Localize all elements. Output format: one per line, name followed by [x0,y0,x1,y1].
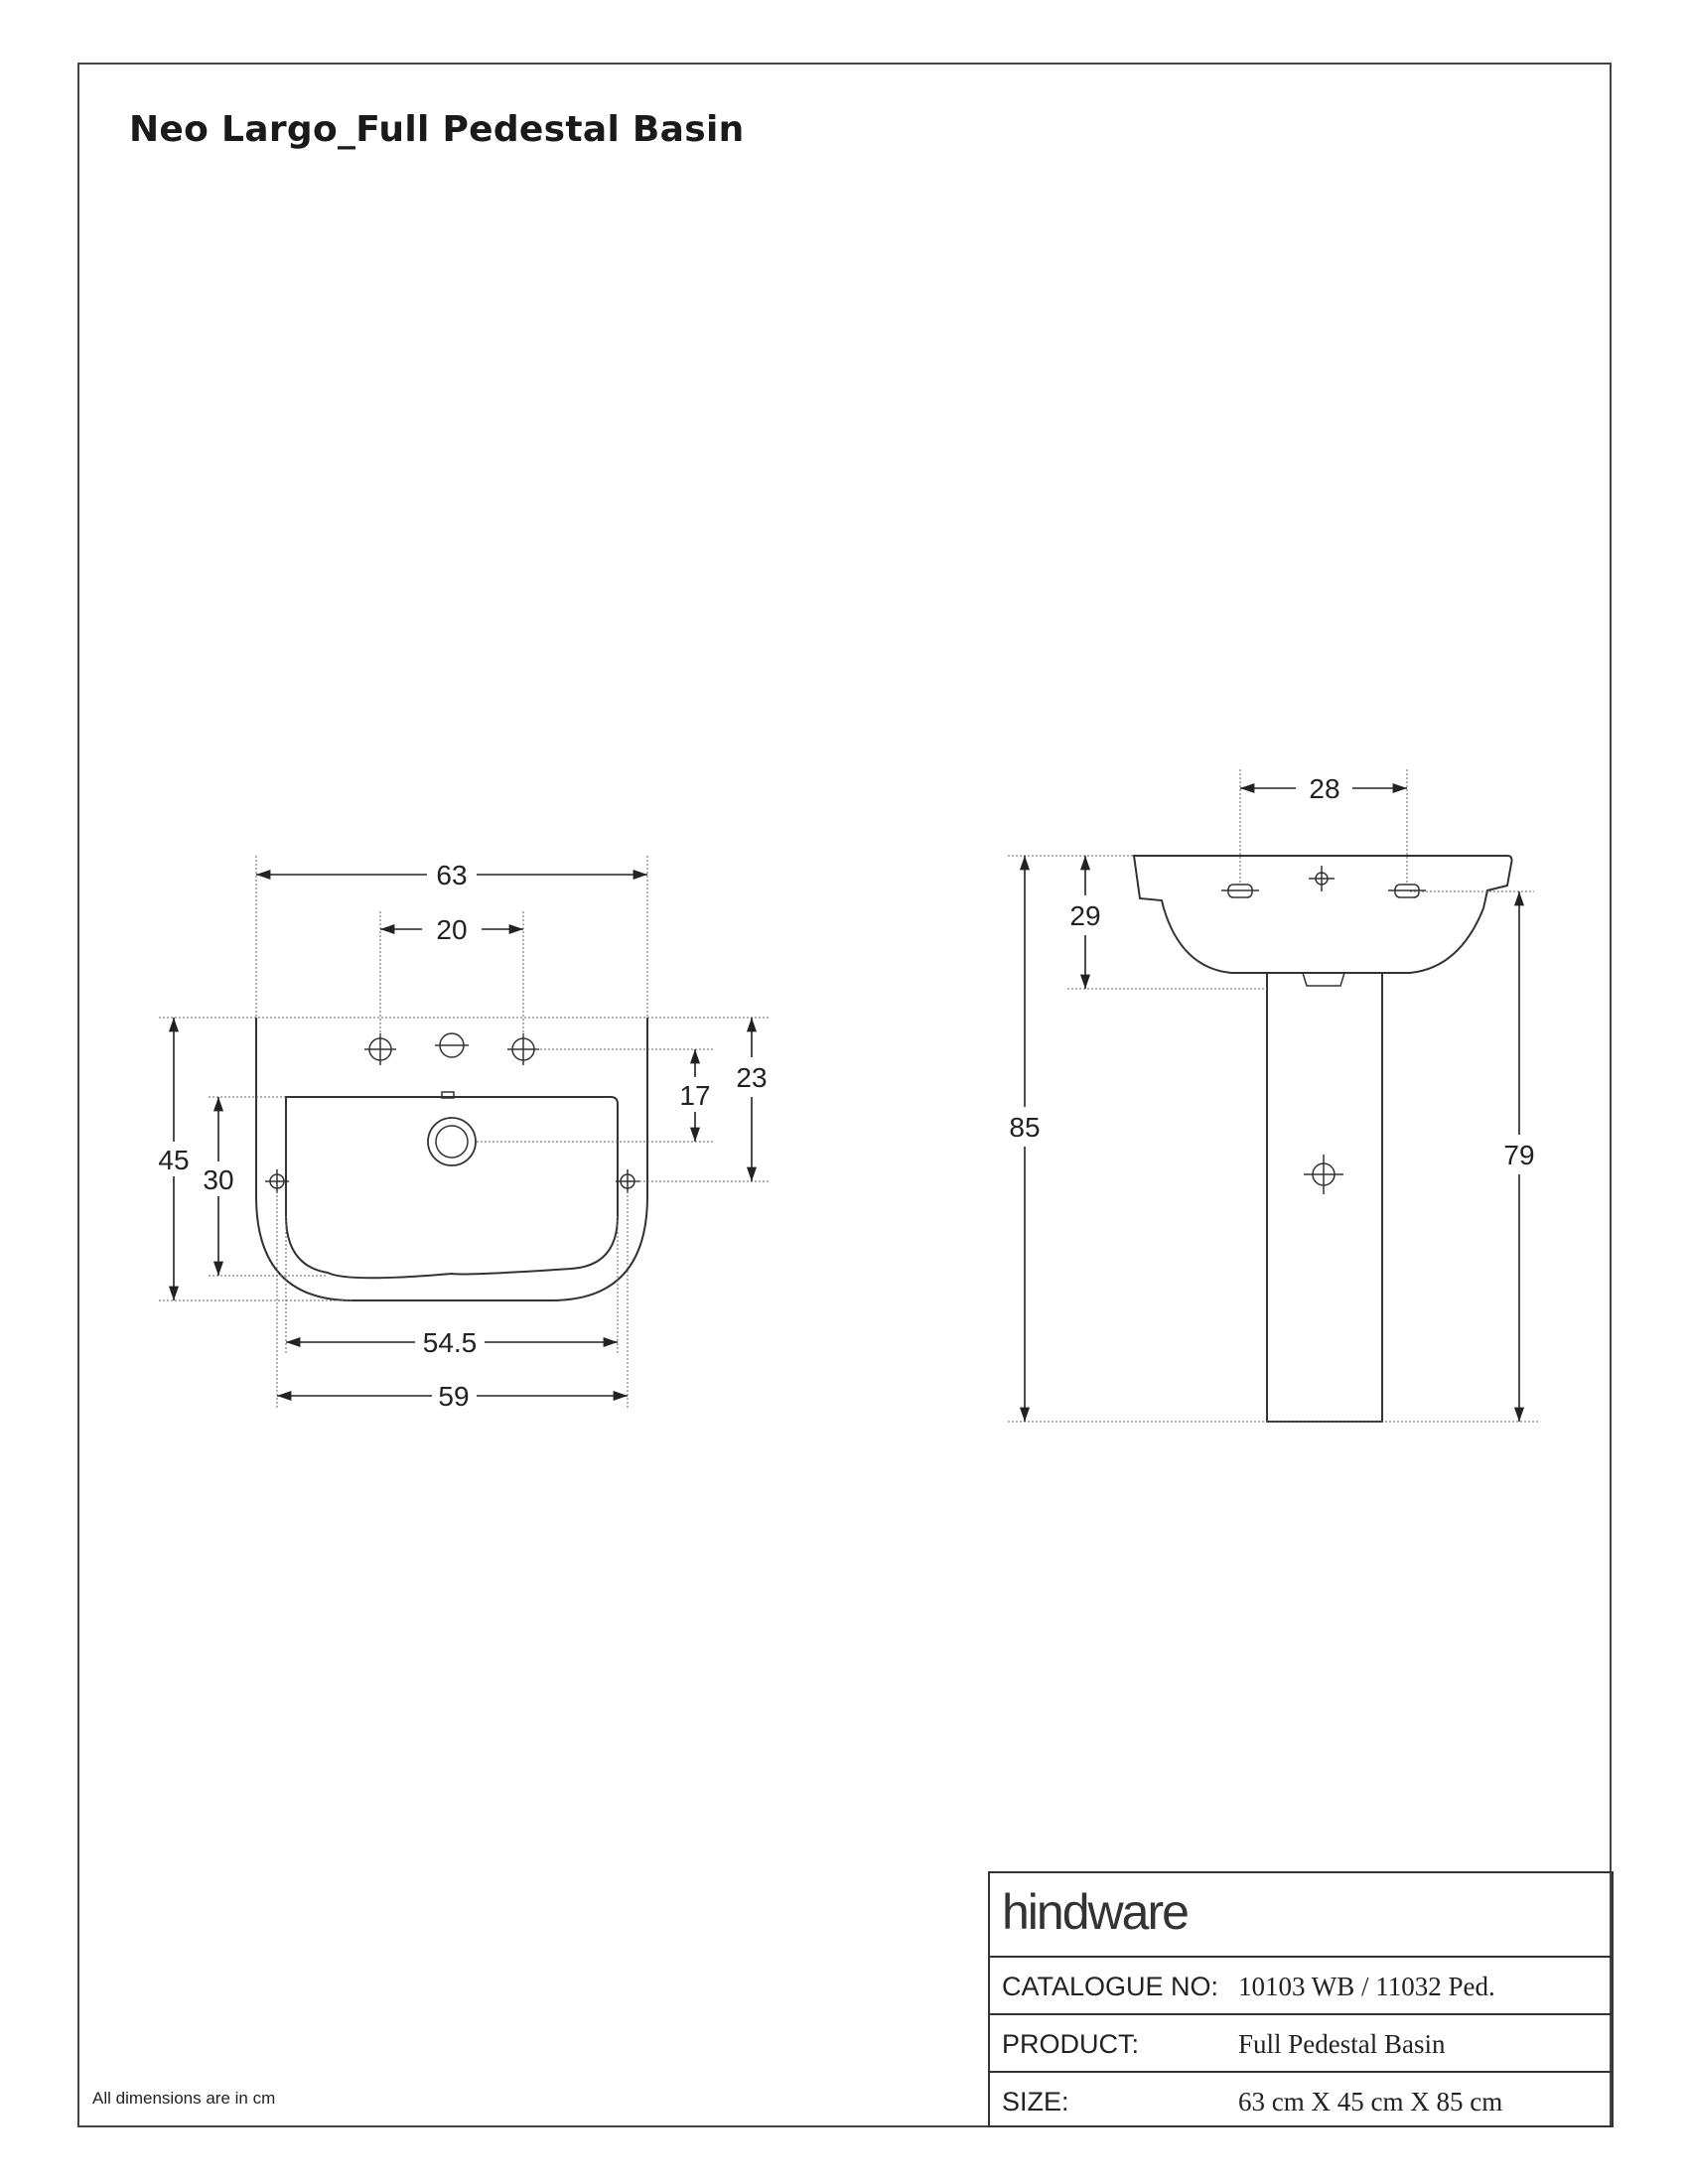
dimensions-note: All dimensions are in cm [92,2089,276,2108]
waste-outlet [428,1118,476,1165]
fixing-holes [265,1169,639,1193]
dim-rim-height: 79 [1503,1140,1535,1170]
size-value: 63 cm X 45 cm X 85 cm [1238,2087,1503,2116]
title-block [988,1871,1614,2127]
brand-logo: hindware [990,1873,1612,1958]
side-view [1008,769,1539,1422]
size-label: SIZE: [1002,2087,1069,2116]
title-block-row-size [990,2073,1612,2130]
dim-tap-to-waste: 17 [679,1080,711,1111]
basin-outline [256,1018,647,1300]
dim-tap-hole-spacing: 20 [436,914,468,945]
dim-overall-width: 63 [436,860,468,890]
catalogue-label: CATALOGUE NO: [1002,1972,1219,2001]
tap-holes [364,1033,539,1065]
dim-bowl-depth: 30 [203,1164,234,1195]
product-value: Full Pedestal Basin [1238,2029,1446,2059]
product-label: PRODUCT: [1002,2029,1140,2059]
dim-overall-depth: 45 [158,1145,190,1175]
title-block-row-catalogue [990,1958,1612,2015]
pedestal [1267,973,1382,1422]
catalogue-value: 10103 WB / 11032 Ped. [1238,1972,1495,2001]
dim-tap-spacing-side: 28 [1309,773,1340,804]
dim-fixing-spacing: 59 [438,1381,470,1412]
page-title: Neo Largo_Full Pedestal Basin [129,109,745,150]
dim-overall-height: 85 [1009,1112,1041,1143]
title-block-row-product [990,2015,1612,2073]
bowl-outline [286,1097,618,1278]
dim-back-to-fixing: 23 [736,1062,768,1093]
dim-bowl-width: 54.5 [422,1327,478,1358]
dim-basin-height: 29 [1069,900,1101,931]
